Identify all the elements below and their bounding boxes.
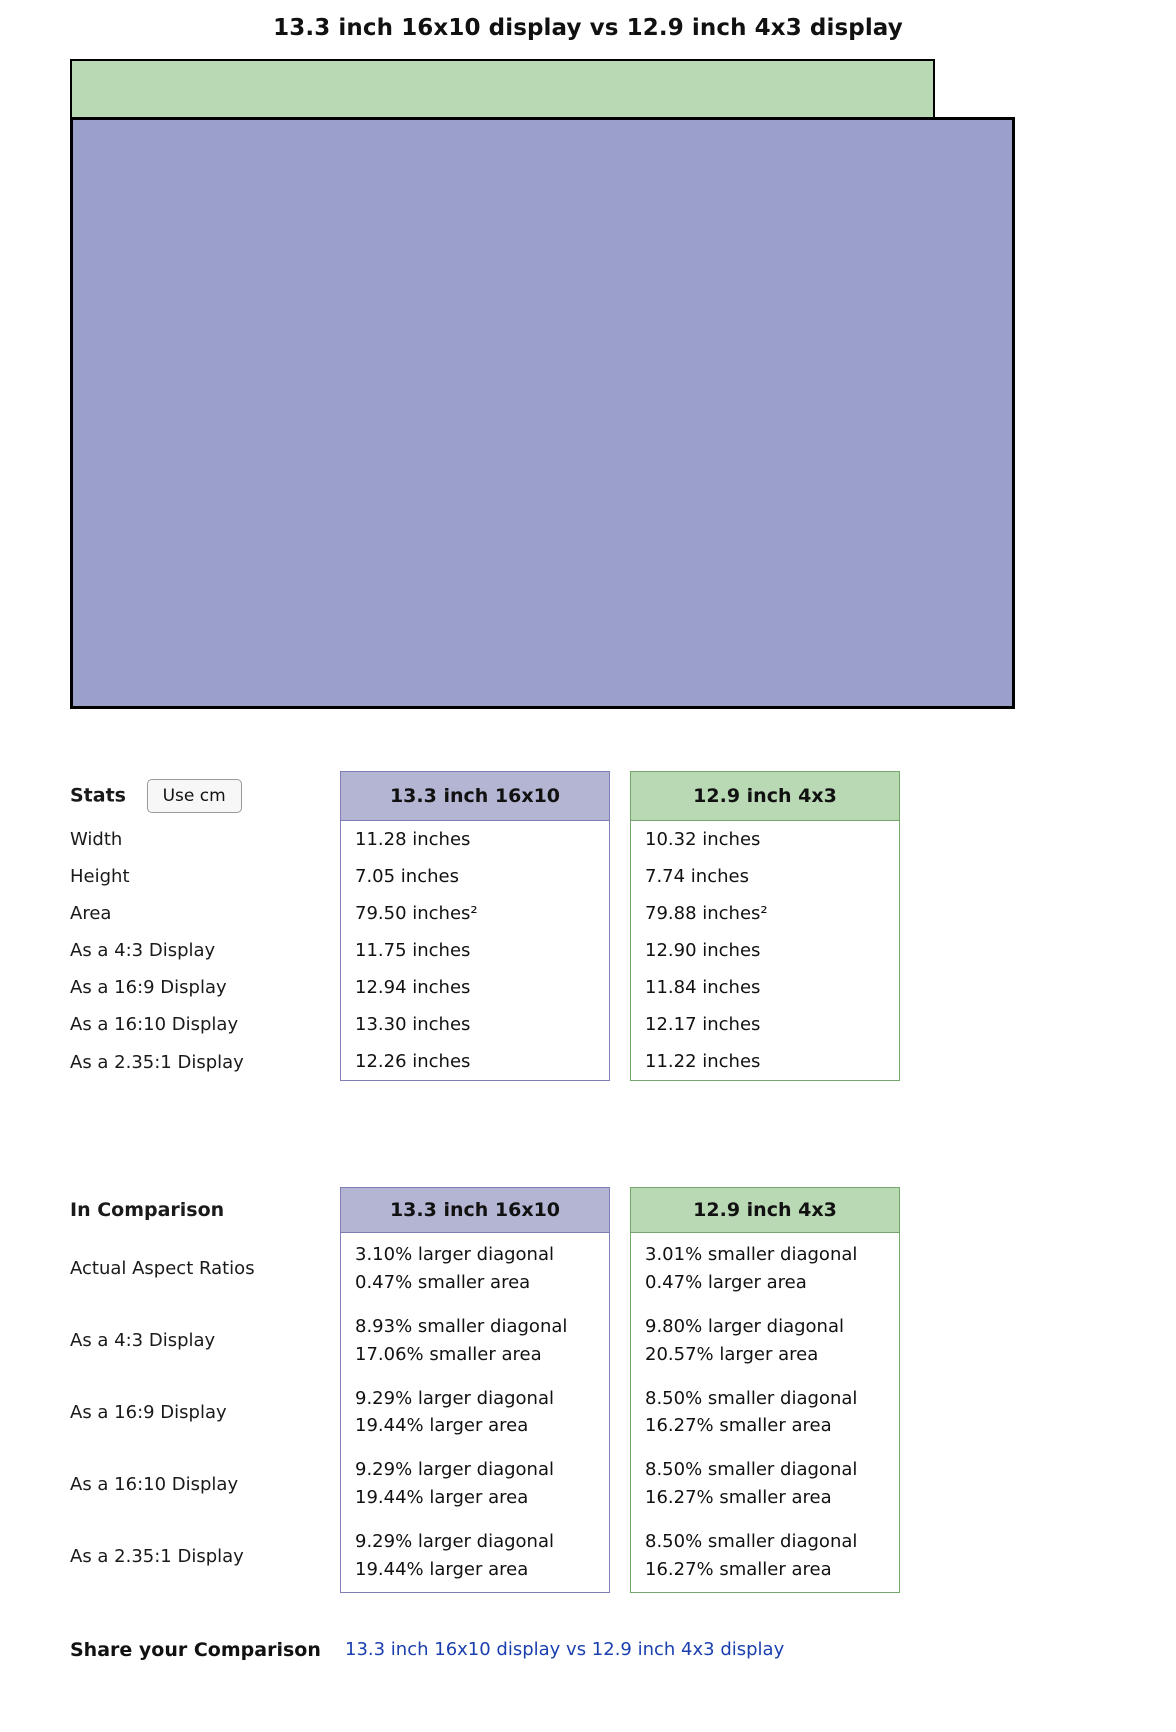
table-row: [70, 1377, 900, 1449]
spacer: [610, 858, 630, 895]
share-section: [70, 1639, 1176, 1661]
table-row: [70, 969, 900, 1006]
row-label: Area: [70, 903, 112, 924]
row-value-b: [630, 1520, 900, 1593]
table-row: [70, 932, 900, 969]
spacer: [320, 1006, 340, 1043]
spacer: [610, 1043, 630, 1081]
spacer: [320, 1448, 340, 1520]
spacer: [320, 771, 340, 821]
spacer: [610, 1233, 630, 1305]
table-row: [70, 895, 900, 932]
area-delta: 19.44% larger area: [355, 1415, 529, 1437]
comparison-column-header-b: 12.9 inch 4x3: [630, 1187, 900, 1233]
table-header-row: [70, 771, 900, 821]
section-divider: [0, 1081, 1176, 1125]
spacer: [320, 932, 340, 969]
row-label: As a 4:3 Display: [70, 1330, 216, 1352]
spacer: [610, 1377, 630, 1449]
area-delta: 16.27% smaller area: [645, 1415, 832, 1437]
spacer: [320, 1187, 340, 1233]
table-row: [70, 821, 900, 858]
diagonal-delta: 8.50% smaller diagonal: [645, 1459, 858, 1481]
row-value-b: [630, 1377, 900, 1449]
table-row: [70, 1305, 900, 1377]
row-value-a: 12.94 inches: [340, 969, 610, 1006]
stats-column-header-a: 13.3 inch 16x10: [340, 771, 610, 821]
spacer: [320, 1520, 340, 1593]
display-rect-13-3-inch-16x10: [70, 117, 1015, 709]
spacer: [320, 1043, 340, 1081]
spacer: [610, 969, 630, 1006]
row-value-a: 79.50 inches²: [340, 895, 610, 932]
row-value-a: 7.05 inches: [340, 858, 610, 895]
diagonal-delta: 8.50% smaller diagonal: [645, 1531, 858, 1553]
area-delta: 0.47% smaller area: [355, 1271, 531, 1293]
row-value-b: [630, 1305, 900, 1377]
row-value-b: 12.90 inches: [630, 932, 900, 969]
table-row: [70, 1043, 900, 1081]
row-label: As a 16:10 Display: [70, 1473, 239, 1495]
row-value-b: 11.84 inches: [630, 969, 900, 1006]
table-row: [70, 1006, 900, 1043]
comparison-table: [70, 1187, 900, 1593]
stats-column-header-b: 12.9 inch 4x3: [630, 771, 900, 821]
spacer: [320, 895, 340, 932]
spacer: [610, 821, 630, 858]
share-comparison-link[interactable]: 13.3 inch 16x10 display vs 12.9 inch 4x3 display: [345, 1639, 785, 1661]
row-label: As a 2.35:1 Display: [70, 1546, 244, 1568]
row-value-a: 12.26 inches: [340, 1043, 610, 1081]
row-value-a: 13.30 inches: [340, 1006, 610, 1043]
spacer: [320, 858, 340, 895]
row-value-b: 79.88 inches²: [630, 895, 900, 932]
row-label: As a 2.35:1 Display: [70, 1051, 244, 1073]
spacer: [320, 1377, 340, 1449]
row-value-b: 10.32 inches: [630, 821, 900, 858]
row-value-b: [630, 1233, 900, 1305]
spacer: [610, 1448, 630, 1520]
spacer: [610, 1187, 630, 1233]
diagonal-delta: 8.93% smaller diagonal: [355, 1315, 568, 1337]
row-label: Width: [70, 829, 123, 850]
row-value-a: [340, 1520, 610, 1593]
row-value-a: [340, 1233, 610, 1305]
row-value-a: [340, 1377, 610, 1449]
row-value-a: [340, 1448, 610, 1520]
row-value-a: [340, 1305, 610, 1377]
area-delta: 20.57% larger area: [645, 1343, 819, 1365]
spacer: [610, 1520, 630, 1593]
diagonal-delta: 9.29% larger diagonal: [355, 1459, 554, 1481]
table-row: [70, 1233, 900, 1305]
page-title: 13.3 inch 16x10 display vs 12.9 inch 4x3 display: [273, 15, 903, 41]
diagonal-delta: 9.80% larger diagonal: [645, 1315, 844, 1337]
diagonal-delta: 9.29% larger diagonal: [355, 1531, 554, 1553]
row-value-a: 11.28 inches: [340, 821, 610, 858]
stats-heading: Stats: [70, 784, 126, 807]
row-value-a: 11.75 inches: [340, 932, 610, 969]
diagonal-delta: 3.01% smaller diagonal: [645, 1244, 858, 1265]
area-delta: 19.44% larger area: [355, 1487, 529, 1509]
spacer: [610, 932, 630, 969]
row-label: As a 4:3 Display: [70, 940, 216, 961]
diagonal-delta: 8.50% smaller diagonal: [645, 1387, 858, 1409]
stats-heading-cell: [70, 771, 320, 821]
spacer: [610, 1305, 630, 1377]
table-header-row: [70, 1187, 900, 1233]
stats-section: [70, 771, 1176, 1081]
row-label: As a 16:9 Display: [70, 977, 227, 998]
use-cm-button[interactable]: Use cm: [147, 779, 242, 813]
diagonal-delta: 3.10% larger diagonal: [355, 1244, 554, 1265]
area-delta: 0.47% larger area: [645, 1271, 807, 1293]
share-label: Share your Comparison: [70, 1638, 321, 1661]
comparison-column-header-a: 13.3 inch 16x10: [340, 1187, 610, 1233]
spacer: [610, 1006, 630, 1043]
area-delta: 17.06% smaller area: [355, 1343, 542, 1365]
spacer: [320, 969, 340, 1006]
spacer: [320, 1305, 340, 1377]
row-label: As a 16:10 Display: [70, 1014, 239, 1035]
area-delta: 19.44% larger area: [355, 1559, 529, 1581]
row-label: Height: [70, 866, 130, 887]
table-row: [70, 1448, 900, 1520]
stats-table: [70, 771, 900, 1081]
spacer: [610, 771, 630, 821]
row-value-b: [630, 1448, 900, 1520]
area-delta: 16.27% smaller area: [645, 1559, 832, 1581]
diagonal-delta: 9.29% larger diagonal: [355, 1387, 554, 1409]
row-label: As a 16:9 Display: [70, 1401, 227, 1423]
row-value-b: 7.74 inches: [630, 858, 900, 895]
row-value-b: 11.22 inches: [630, 1043, 900, 1081]
row-label: Actual Aspect Ratios: [70, 1258, 255, 1280]
spacer: [320, 821, 340, 858]
spacer: [610, 895, 630, 932]
row-value-b: 12.17 inches: [630, 1006, 900, 1043]
comparison-heading: In Comparison: [70, 1199, 225, 1221]
comparison-section: [70, 1187, 1176, 1593]
table-row: [70, 858, 900, 895]
area-delta: 16.27% smaller area: [645, 1487, 832, 1509]
display-size-comparison-diagram: [70, 59, 1080, 709]
spacer: [320, 1233, 340, 1305]
table-row: [70, 1520, 900, 1593]
